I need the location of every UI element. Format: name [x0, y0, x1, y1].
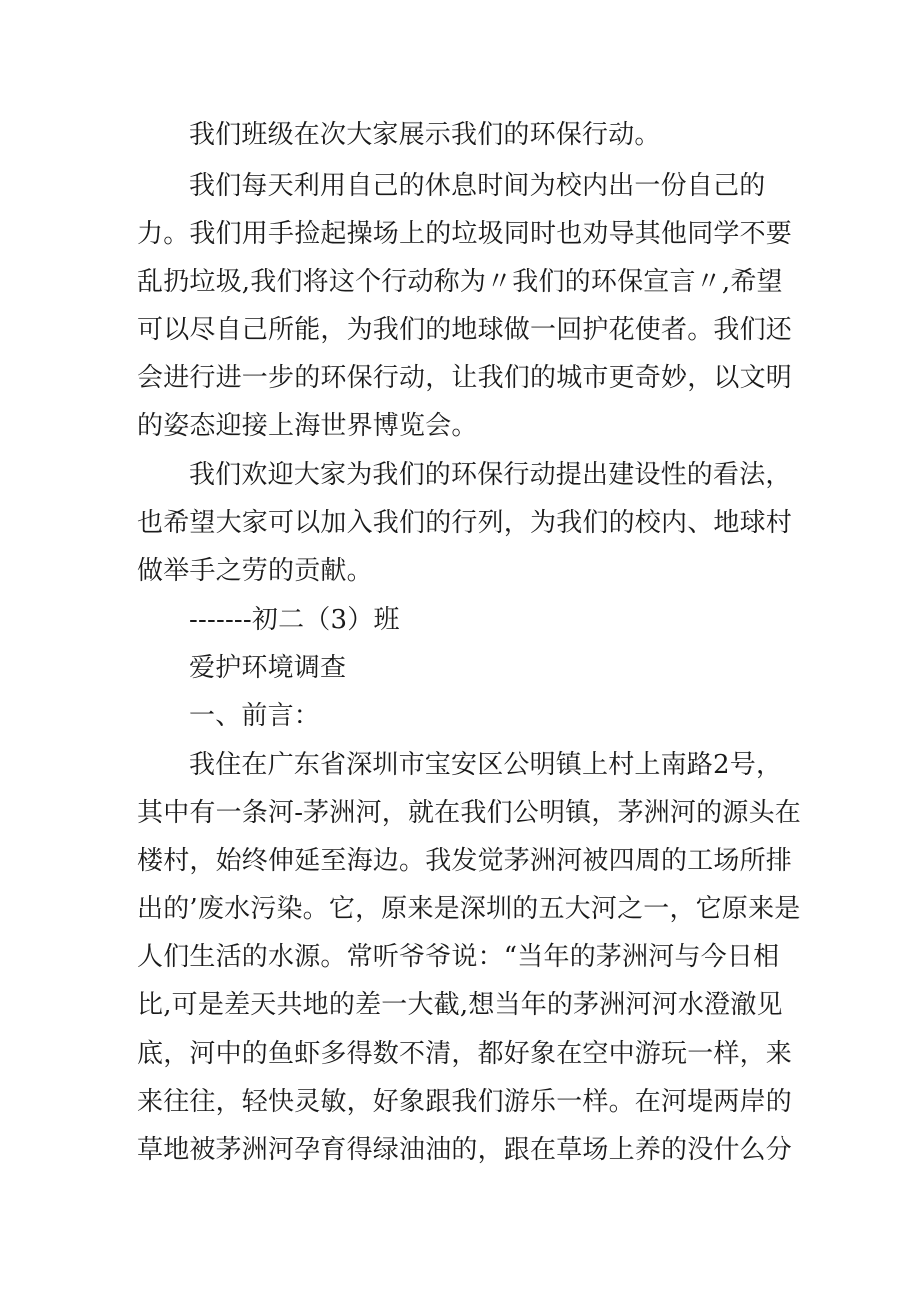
section-title: 爱护环境调查 — [189, 653, 347, 683]
text-line: 出的’废水污染。它，原来是深圳的五大河之一，它原来是 — [137, 894, 801, 924]
text-line: 草地被茅洲河孕育得绿油油的，跟在草场上养的没什么分 — [137, 1135, 793, 1165]
text-line: 比,可是差天共地的差一大截,想当年的茅洲河河水澄澈见 — [137, 990, 783, 1020]
text-line: 力。我们用手捡起操场上的垃圾同时也劝导其他同学不要 — [137, 219, 793, 249]
text-line: 我们每天利用自己的休息时间为校内出一份自己的 — [189, 171, 766, 201]
signature-line: -------初二（3）班 — [189, 605, 400, 635]
text-line: 也希望大家可以加入我们的行列，为我们的校内、地球村 — [137, 508, 793, 538]
text-line: 来往往，轻快灵敏，好象跟我们游乐一样。在河堤两岸的 — [137, 1087, 793, 1117]
text-line: 的姿态迎接上海世界博览会。 — [137, 411, 478, 441]
text-line: 我们班级在次大家展示我们的环保行动。 — [189, 120, 661, 150]
text-line: 其中有一条河-茅洲河，就在我们公明镇，茅洲河的源头在 — [137, 798, 801, 828]
section-heading: 一、前言： — [189, 701, 321, 731]
text-line: 乱扔垃圾,我们将这个行动称为〃我们的环保宣言〃,希望 — [137, 267, 783, 297]
text-line: 楼村，始终伸延至海边。我发觉茅洲河被四周的工场所排 — [137, 846, 793, 876]
text-line: 会进行进一步的环保行动，让我们的城市更奇妙，以文明 — [137, 363, 793, 393]
text-line: 我们欢迎大家为我们的环保行动提出建设性的看法， — [189, 460, 792, 490]
text-line: 可以尽自己所能，为我们的地球做一回护花使者。我们还 — [137, 315, 793, 345]
text-line: 人们生活的水源。常听爷爷说：“当年的茅洲河与今日相 — [137, 942, 780, 972]
text-line: 做举手之劳的贡献。 — [137, 556, 373, 586]
text-line: 底，河中的鱼虾多得数不清，都好象在空中游玩一样，来 — [137, 1039, 793, 1069]
text-line: 我住在广东省深圳市宝安区公明镇上村上南路2号， — [189, 750, 783, 780]
